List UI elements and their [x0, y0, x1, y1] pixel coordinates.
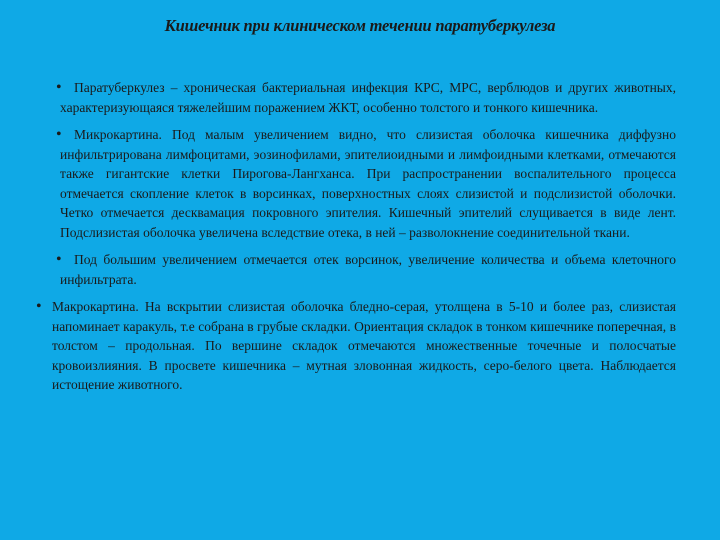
bullet-text: Паратуберкулез – хроническая бактериальная инфекция КРС, МРС, верблюдов и других животных, характеризующаяся тяжелейшим поражением ЖКТ, особенно толстого и тонкого кишечника.: [60, 80, 676, 115]
bullet-dot-icon: •: [56, 79, 62, 96]
bullet-dot-icon: •: [36, 298, 42, 315]
bullet-item-high-magnification: [42, 250, 676, 289]
bullet-text: Микрокартина. Под малым увеличением видно, что слизистая оболочка кишечника диффузно инфильтрирована лимфоцитами, эозинофилами, эпителиоидными и лимфоидными клетками, отмечаются также гигантские клетки Пирогова-Лангханса. При распространении воспалительного процесса отмечается скопление клеток в ворсинках, поверхностных слоях слизистой и подслизистой оболочки. Четко отмечается десквамация покровного эпителия. Кишечный эпителий слущивается в виде лент. Подслизистая оболочка увеличена вследствие отека, в ней – разволокнение соединительной ткани.: [60, 127, 676, 240]
bullet-dot-icon: •: [56, 251, 62, 268]
bullet-item-paratuberculosis: [42, 78, 676, 117]
bullet-dot-icon: •: [56, 126, 62, 143]
bullet-text: Макрокартина. На вскрытии слизистая оболочка бледно-серая, утолщена в 5-10 и более раз, слизистая напоминает каракуль, т.е собрана в грубые складки. Ориентация складок в тонком кишечнике поперечная, в толстом – продольная. По вершине складок отмечаются множественные точечные и полосчатые кровоизлияния. В просвете кишечника – мутная зловонная жидкость, серо-белого цвета. Наблюдается истощение животного.: [52, 299, 676, 392]
bullet-list: [36, 78, 676, 403]
bullet-text: Под большим увеличением отмечается отек ворсинок, увеличение количества и объема клеточного инфильтрата.: [60, 252, 676, 287]
bullet-item-microscopy: [42, 125, 676, 242]
bullet-item-macroscopy: [34, 297, 676, 395]
slide-title: Кишечник при клиническом течении паратуберкулеза: [164, 16, 556, 35]
